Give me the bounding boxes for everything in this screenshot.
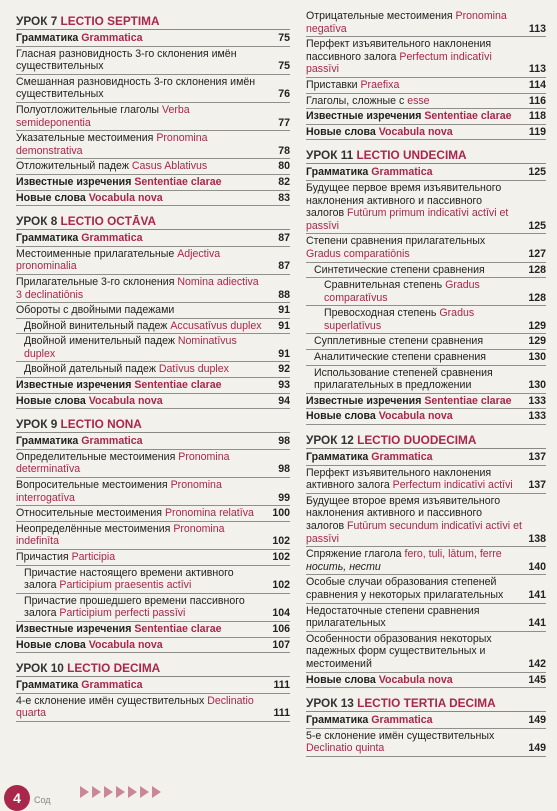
toc-entry: [16, 435, 290, 450]
page-ref: 125: [528, 166, 546, 179]
page-footer: [0, 785, 260, 807]
page-ref: 119: [528, 125, 546, 138]
entry-text: Новые слова: [16, 638, 89, 651]
page-ref: 129: [528, 335, 546, 348]
page-ref: 75: [278, 60, 290, 73]
page-ref: 102: [272, 579, 290, 592]
page-ref: 76: [278, 88, 290, 101]
page-ref: 128: [528, 291, 546, 304]
page-ref: 88: [278, 288, 290, 301]
toc-entry: [16, 479, 290, 506]
page-ref: 102: [272, 551, 290, 563]
entry-text: Новые слова: [16, 191, 89, 204]
toc-entry: [306, 548, 546, 575]
toc-entry: [16, 507, 290, 522]
footer-label: Сод: [34, 795, 51, 805]
toc-entry: [306, 410, 546, 425]
toc-entry: [16, 176, 290, 191]
latin-term: Gradus comparatiōnis: [306, 247, 410, 260]
latin-term: Adjectiva pronominalia: [16, 247, 221, 273]
page-ref: 80: [278, 160, 290, 173]
latin-term: Sententiae clarae: [134, 622, 222, 635]
lesson-latin-name: LECTIO OCTĀVA: [60, 214, 157, 229]
toc-entry: [306, 110, 546, 125]
toc-entry: [16, 695, 290, 722]
toc-entry: [306, 367, 546, 394]
latin-term: Datīvus duplex: [158, 363, 229, 376]
page-ref: 91: [278, 319, 290, 332]
latin-term: Sententiae clarae: [134, 379, 222, 392]
toc-entry: [306, 451, 546, 466]
page-ref: 114: [528, 78, 546, 91]
lesson-title: [16, 14, 290, 30]
toc-entry: [306, 79, 546, 94]
lesson-latin-name: LECTIO TERTIA DECIMA: [357, 696, 496, 711]
arrow-icon: [140, 786, 149, 798]
latin-term: Pronomina demonstrativa: [16, 132, 208, 157]
latin-term: Casus Ablativus: [131, 160, 208, 173]
entry-text: Будущее первое время изъявительного наклонения активного и пассивного залогов: [306, 181, 502, 220]
entry-text: Грамматика: [306, 451, 372, 464]
page-ref: 140: [528, 560, 546, 573]
page-ref: 92: [278, 363, 290, 376]
lesson-title: [306, 433, 546, 449]
latin-term: fero, tuli, lātum, ferre: [404, 548, 502, 561]
lesson-number: УРОК 13: [306, 696, 358, 711]
entry-text: Двойной дательный падеж: [24, 363, 159, 376]
toc-entry: [306, 166, 546, 181]
latin-term: Grammatica: [81, 679, 143, 692]
toc-entry: [16, 104, 290, 131]
entry-text: Будущее второе время изъявительного наклонения активного и пассивного залогов: [306, 494, 501, 532]
toc-right-column: [306, 10, 546, 758]
latin-term: Vocabula nova: [378, 410, 453, 423]
lesson-number: УРОК 7: [16, 14, 61, 28]
arrow-icon: [80, 786, 89, 798]
page-ref: 77: [278, 116, 290, 129]
toc-entry: [306, 38, 546, 78]
page-ref: 130: [528, 351, 546, 364]
latin-term: Nomina adiectiva 3 declinatiōnis: [16, 275, 259, 301]
latin-term: Perfectum indicatīvi actīvi: [392, 479, 513, 492]
entry-text: 5-е склонение имён существительных: [306, 729, 495, 742]
page-ref: 104: [272, 607, 290, 620]
page-ref: 137: [528, 479, 546, 492]
page-ref: 99: [278, 491, 290, 504]
entry-text: Супплетивные степени сравнения: [314, 335, 484, 348]
page-ref: 94: [278, 394, 290, 407]
entry-text: Аналитические степени сравнения: [314, 351, 486, 364]
toc-entry: [16, 379, 290, 394]
page-ref: 129: [528, 319, 546, 332]
toc-entry: [16, 32, 290, 47]
toc-entry: [306, 279, 546, 306]
lesson-title: [16, 214, 290, 230]
latin-term: Grammatica: [81, 435, 143, 448]
toc-entry: [306, 335, 546, 350]
toc-entry: [16, 132, 290, 159]
entry-text: Сравнительная степень: [324, 279, 446, 292]
entry-text: Глаголы, сложные с: [306, 94, 408, 107]
page-ref: 116: [528, 94, 546, 107]
entry-text: Грамматика: [306, 714, 372, 727]
entry-text: Вопросительные местоимения: [16, 479, 171, 492]
entry-text: Известные изречения: [306, 394, 425, 407]
toc-entry: [16, 639, 290, 654]
page-ref: 93: [278, 379, 290, 392]
entry-text: Причастие настоящего времени активного залога: [24, 566, 234, 592]
entry-text: Грамматика: [306, 166, 372, 179]
entry-text: Использование степеней сравнения прилагательных в предложении: [314, 366, 493, 392]
page-ref: 113: [528, 22, 546, 35]
page-ref: 83: [278, 191, 290, 204]
entry-text: Новые слова: [306, 125, 379, 138]
toc-entry: [306, 95, 546, 110]
toc-entry: [16, 363, 290, 378]
lesson-title: [306, 696, 546, 712]
entry-text: Особенности образования некоторых падежных форм существительных и местоимений: [306, 632, 492, 670]
page-ref: 111: [273, 679, 290, 692]
entry-text: Недостаточные степени сравнения прилагательных: [306, 604, 480, 630]
entry-text: Отрицательные местоимения: [306, 10, 456, 22]
entry-text: Известные изречения: [306, 110, 425, 123]
arrow-icon: [116, 786, 125, 798]
toc-entry: [306, 395, 546, 410]
toc-entry: [306, 126, 546, 141]
lesson-latin-name: LECTIO UNDECIMA: [356, 148, 467, 163]
entry-text: носить, нести: [306, 560, 381, 573]
entry-text: Степени сравнения прилагательных: [306, 235, 486, 248]
latin-term: Futūrum primum indicatīvi actīvi et passīvi: [306, 207, 509, 232]
page-ref: 98: [278, 435, 290, 448]
lesson-latin-name: LECTIO NONA: [60, 417, 142, 432]
page-number: 4: [4, 785, 30, 811]
latin-term: Declinatio quinta: [306, 742, 385, 755]
toc-entry: [16, 48, 290, 75]
entry-text: Причастие прошедшего времени пассивного залога: [24, 594, 245, 620]
entry-text: Известные изречения: [16, 175, 135, 188]
latin-term: Gradus superlatīvus: [324, 307, 475, 332]
page-ref: 75: [278, 32, 290, 44]
page-ref: 128: [528, 263, 546, 276]
page-ref: 107: [272, 638, 290, 651]
latin-term: Accusatīvus duplex: [170, 319, 262, 332]
toc-entry: [306, 674, 546, 689]
entry-text: Прилагательные 3-го склонения: [16, 275, 178, 288]
toc-left-column: [16, 14, 290, 723]
latin-term: Vocabula nova: [378, 673, 453, 686]
latin-term: Participium perfecti passīvi: [59, 607, 186, 620]
latin-term: Pronomina determinatīva: [16, 450, 230, 476]
page-ref: 149: [528, 742, 546, 755]
latin-term: Grammatica: [81, 32, 143, 44]
page-ref: 141: [528, 617, 546, 630]
latin-term: Futūrum secundum indicatīvi actīvi et passīvi: [306, 520, 522, 545]
latin-term: Praefixa: [360, 78, 400, 91]
latin-term: Sententiae clarae: [424, 394, 512, 407]
entry-text: Синтетические степени сравнения: [314, 263, 485, 276]
page-ref: 98: [278, 463, 290, 476]
toc-entry: [306, 264, 546, 279]
page-ref: 91: [278, 347, 290, 360]
entry-text: Новые слова: [306, 673, 379, 686]
latin-term: Participium praesentis actīvi: [59, 579, 192, 592]
page-ref: 145: [528, 673, 546, 686]
toc-entry: [306, 714, 546, 729]
latin-term: Pronomina relatīva: [164, 507, 254, 520]
page-ref: 142: [528, 657, 546, 670]
page-ref: 111: [273, 707, 290, 720]
lesson-number: УРОК 8: [16, 214, 61, 229]
page-ref: 102: [272, 535, 290, 548]
toc-entry: [16, 248, 290, 275]
entry-text: Причастия: [16, 551, 72, 563]
entry-text: Превосходная степень: [324, 307, 440, 320]
toc-entry: [306, 467, 546, 494]
lesson-number: УРОК 11: [306, 148, 357, 163]
entry-text: 4-е склонение имён существительных: [16, 694, 208, 707]
latin-term: Vocabula nova: [378, 125, 453, 138]
toc-entry: [16, 304, 290, 319]
page-ref: 133: [528, 410, 546, 423]
toc-entry: [16, 679, 290, 694]
page-ref: 133: [528, 394, 546, 407]
entry-text: Двойной именительный падеж: [24, 335, 178, 348]
arrow-icon: [128, 786, 137, 798]
lesson-number: УРОК 9: [16, 417, 61, 432]
lesson-number: УРОК 12: [306, 433, 358, 448]
toc-entry: [16, 76, 290, 103]
page-ref: 127: [528, 247, 546, 260]
toc-entry: [16, 320, 290, 335]
toc-entry: [306, 576, 546, 603]
latin-term: Gradus comparatīvus: [324, 279, 480, 304]
entry-text: Грамматика: [16, 32, 82, 44]
page-ref: 138: [528, 532, 546, 545]
toc-entry: [16, 276, 290, 303]
page-ref: 82: [278, 175, 290, 188]
toc-entry: [306, 182, 546, 234]
toc-entry: [306, 307, 546, 334]
lesson-latin-name: LECTIO DECIMA: [67, 661, 161, 676]
entry-text: Определительные местоимения: [16, 450, 179, 463]
toc-entry: [16, 192, 290, 207]
entry-text: Гласная разновидность 3-го склонения имён существительных: [16, 47, 237, 73]
latin-term: Sententiae clarae: [424, 110, 512, 123]
arrows-decoration: [80, 785, 164, 803]
latin-term: esse: [407, 94, 430, 107]
toc-entry: [16, 595, 290, 622]
latin-term: Verba semideponentia: [16, 103, 190, 129]
latin-term: Declinatio quarta: [16, 694, 254, 720]
page-ref: 100: [272, 507, 290, 520]
entry-text: Отложительный падеж: [16, 160, 132, 173]
entry-text: Грамматика: [16, 679, 82, 692]
lesson-title: [16, 661, 290, 677]
latin-term: Nominatīvus duplex: [24, 335, 237, 360]
arrow-icon: [104, 786, 113, 798]
toc-entry: [306, 730, 546, 757]
toc-entry: [16, 551, 290, 566]
latin-term: Participia: [71, 551, 116, 563]
lesson-title: [16, 417, 290, 433]
entry-text: Обороты с двойными падежами: [16, 304, 175, 317]
entry-text: Спряжение глагола: [306, 548, 405, 561]
entry-text: Перфект изъявительного наклонения пассивного залога: [306, 38, 492, 63]
entry-text: Приставки: [306, 78, 361, 91]
lesson-latin-name: LECTIO SEPTIMA: [60, 14, 160, 28]
latin-term: Vocabula nova: [88, 191, 163, 204]
page-ref: 78: [278, 144, 290, 157]
latin-term: Vocabula nova: [88, 394, 163, 407]
toc-entry: [306, 10, 546, 37]
page-ref: 130: [528, 379, 546, 392]
page-ref: 118: [528, 110, 546, 123]
latin-term: Pronomina interrogatīva: [16, 479, 222, 504]
latin-term: Grammatica: [371, 451, 433, 464]
lesson-latin-name: LECTIO DUODECIMA: [357, 433, 477, 448]
latin-term: Perfectum indicatīvi passīvi: [306, 50, 492, 76]
latin-term: Vocabula nova: [88, 638, 163, 651]
toc-entry: [16, 451, 290, 478]
latin-term: Grammatica: [371, 166, 433, 179]
entry-text: Новые слова: [306, 410, 379, 423]
toc-entry: [306, 605, 546, 632]
page-ref: 106: [272, 622, 290, 635]
toc-entry: [306, 633, 546, 673]
entry-text: Полуотложительные глаголы: [16, 103, 162, 116]
toc-entry: [306, 495, 546, 547]
latin-term: Pronomina indefinīta: [16, 522, 225, 548]
entry-text: Местоименные прилагательные: [16, 247, 178, 260]
lesson-number: УРОК 10: [16, 661, 68, 676]
toc-entry: [16, 623, 290, 638]
page-ref: 113: [528, 63, 546, 76]
latin-term: Sententiae clarae: [134, 175, 222, 188]
page-ref: 87: [278, 260, 290, 273]
arrow-icon: [152, 786, 161, 798]
toc-entry: [16, 395, 290, 410]
entry-text: Грамматика: [16, 435, 82, 448]
toc-entry: [16, 523, 290, 550]
entry-text: Неопределённые местоимения: [16, 522, 174, 535]
latin-term: Pronomina negatīva: [306, 10, 507, 35]
arrow-icon: [92, 786, 101, 798]
entry-text: Указательные местоимения: [16, 132, 157, 145]
toc-entry: [306, 235, 546, 262]
entry-text: Известные изречения: [16, 622, 135, 635]
toc-entry: [16, 232, 290, 247]
entry-text: Известные изречения: [16, 379, 135, 392]
page-ref: 87: [278, 232, 290, 245]
latin-term: Grammatica: [81, 232, 143, 245]
entry-text: Особые случаи образования степеней сравнения у некоторых прилагательных: [306, 576, 504, 601]
entry-text: Относительные местоимения: [16, 507, 165, 520]
entry-text: Перфект изъявительного наклонения активного залога: [306, 466, 492, 492]
page-ref: 149: [528, 714, 546, 727]
page-ref: 137: [528, 451, 546, 464]
entry-text: Новые слова: [16, 394, 89, 407]
entry-text: Смешанная разновидность 3-го склонения имён существительных: [16, 75, 256, 101]
latin-term: Grammatica: [371, 714, 433, 727]
lesson-title: [306, 148, 546, 164]
toc-entry: [16, 567, 290, 594]
page-ref: 141: [528, 588, 546, 601]
page-ref: 125: [528, 219, 546, 232]
entry-text: Грамматика: [16, 232, 82, 245]
toc-entry: [16, 335, 290, 362]
toc-entry: [306, 351, 546, 366]
entry-text: Двойной винительный падеж: [24, 319, 171, 332]
page-ref: 91: [278, 304, 290, 317]
toc-entry: [16, 160, 290, 175]
